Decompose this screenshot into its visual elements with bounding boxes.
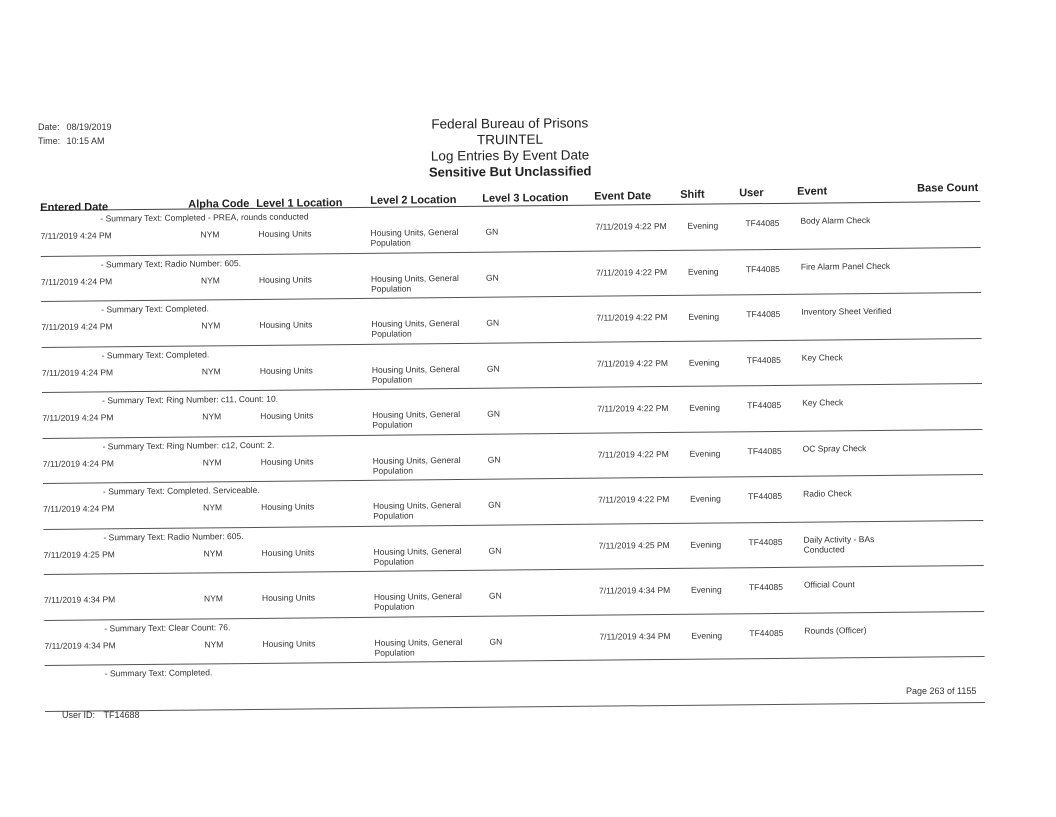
report-date bbox=[38, 122, 112, 132]
event-date-cell: 7/11/2019 4:22 PM bbox=[595, 266, 668, 278]
level1-cell: Housing Units bbox=[259, 319, 313, 330]
time-label: Time: bbox=[38, 136, 61, 146]
user-cell: TF44085 bbox=[748, 490, 783, 502]
system-title: TRUINTEL bbox=[476, 131, 543, 148]
level2-cell: Housing Units, General Population bbox=[372, 408, 461, 430]
level1-cell: Housing Units bbox=[261, 501, 315, 512]
user-cell: TF44085 bbox=[748, 536, 783, 547]
event-date-cell: 7/11/2019 4:25 PM bbox=[598, 539, 670, 551]
shift-cell: Evening bbox=[688, 356, 720, 368]
level3-cell: GN bbox=[487, 454, 501, 465]
level2-cell: Housing Units, General Population bbox=[373, 545, 462, 567]
event-date-cell: 7/11/2019 4:22 PM bbox=[598, 493, 670, 505]
event-date-cell: 7/11/2019 4:22 PM bbox=[596, 357, 669, 369]
event-cell: Inventory Sheet Verified bbox=[801, 305, 892, 317]
col-alpha-code: Alpha Code bbox=[188, 197, 250, 211]
entered-date-cell: 7/11/2019 4:24 PM bbox=[40, 275, 113, 287]
alpha-code-cell: NYM bbox=[202, 456, 222, 467]
summary-text: - Summary Text: Completed. bbox=[101, 348, 210, 360]
event-cell: Fire Alarm Panel Check bbox=[800, 260, 891, 272]
level3-cell: GN bbox=[487, 408, 501, 419]
summary-text: - Summary Text: Completed. Serviceable. bbox=[102, 484, 260, 497]
shift-cell: Evening bbox=[689, 402, 720, 413]
level1-cell: Housing Units bbox=[261, 592, 315, 603]
user-cell: TF44085 bbox=[748, 581, 784, 593]
alpha-code-cell: NYM bbox=[200, 229, 220, 240]
event-cell: OC Spray Check bbox=[802, 442, 867, 454]
entered-date-cell: 7/11/2019 4:24 PM bbox=[42, 457, 114, 469]
summary-text: - Summary Text: Ring Number: c12, Count: 2. bbox=[102, 439, 275, 451]
alpha-code-cell: NYM bbox=[203, 502, 223, 513]
col-entered-date: Entered Date bbox=[40, 201, 109, 214]
event-cell: Radio Check bbox=[802, 488, 852, 499]
level2-cell bbox=[375, 682, 485, 683]
user-cell: TF44085 bbox=[745, 217, 780, 229]
event-cell: Key Check bbox=[801, 351, 843, 363]
event-date-cell: 7/11/2019 4:22 PM bbox=[597, 448, 669, 460]
user-cell: TF44085 bbox=[746, 308, 781, 320]
level3-cell: GN bbox=[488, 590, 502, 601]
date-value: 08/19/2019 bbox=[66, 122, 112, 132]
event-date-cell: 7/11/2019 4:22 PM bbox=[595, 220, 667, 232]
time-value: 10:15 AM bbox=[66, 136, 105, 146]
entered-date-cell: 7/11/2019 4:24 PM bbox=[41, 366, 114, 378]
log-entry-row bbox=[45, 657, 985, 712]
alpha-code-cell: NYM bbox=[201, 365, 221, 376]
level1-cell: Housing Units bbox=[258, 228, 312, 239]
shift-cell: Evening bbox=[689, 447, 721, 459]
event-cell: Body Alarm Check bbox=[800, 215, 871, 226]
entered-date-cell: 7/11/2019 4:24 PM bbox=[41, 321, 113, 332]
summary-text: - Summary Text: Radio Number: 605. bbox=[103, 530, 244, 542]
entered-date-cell: 7/11/2019 4:24 PM bbox=[40, 230, 112, 241]
shift-cell: Evening bbox=[687, 220, 719, 231]
summary-text: - Summary Text: Completed. bbox=[104, 667, 213, 679]
log-entries-table bbox=[40, 171, 985, 711]
alpha-code-cell: NYM bbox=[204, 638, 224, 649]
event-date-cell: 7/11/2019 4:34 PM bbox=[599, 630, 671, 642]
summary-text: - Summary Text: Completed. bbox=[101, 303, 209, 315]
level2-cell: Housing Units, General Population bbox=[374, 636, 463, 658]
report-title: Log Entries By Event Date bbox=[430, 147, 590, 164]
shift-cell: Evening bbox=[690, 538, 722, 550]
col-level1: Level 1 Location bbox=[256, 197, 343, 210]
level1-cell: Housing Units bbox=[261, 546, 315, 558]
user-id-value: TF14688 bbox=[103, 710, 140, 720]
entered-date-cell: 7/11/2019 4:25 PM bbox=[43, 548, 115, 560]
report-time bbox=[38, 136, 105, 146]
summary-text: - Summary Text: Completed - PREA, rounds conducted bbox=[100, 211, 309, 224]
level2-cell: Housing Units, General Population bbox=[371, 317, 460, 339]
alpha-code-cell: NYM bbox=[201, 320, 221, 331]
col-user: User bbox=[739, 187, 764, 200]
shift-cell: Evening bbox=[688, 311, 720, 322]
col-event-date: Event Date bbox=[594, 190, 652, 203]
user-cell: TF44085 bbox=[746, 354, 781, 365]
level2-cell: Housing Units, General Population bbox=[373, 499, 462, 521]
entered-date-cell: 7/11/2019 4:34 PM bbox=[44, 639, 116, 651]
level1-cell: Housing Units bbox=[260, 410, 314, 421]
level1-cell: Housing Units bbox=[258, 273, 312, 285]
shift-cell: Evening bbox=[691, 629, 723, 641]
event-date-cell: 7/11/2019 4:22 PM bbox=[596, 311, 668, 323]
user-cell: TF44085 bbox=[747, 445, 782, 456]
entered-date-cell: 7/11/2019 4:34 PM bbox=[43, 594, 116, 605]
entered-date-cell: 7/11/2019 4:24 PM bbox=[42, 412, 114, 423]
alpha-code-cell: NYM bbox=[200, 274, 220, 285]
alpha-code-cell: NYM bbox=[203, 593, 223, 604]
col-base-count: Base Count bbox=[917, 181, 979, 195]
event-cell: Daily Activity - BAs Conducted bbox=[803, 533, 875, 555]
summary-text: - Summary Text: Ring Number: c11, Count: 10. bbox=[102, 393, 279, 406]
level2-cell: Housing Units, General Population bbox=[371, 363, 460, 385]
event-cell: Key Check bbox=[802, 397, 844, 408]
level1-cell: Housing Units bbox=[262, 637, 316, 649]
summary-text: - Summary Text: Radio Number: 605. bbox=[100, 257, 242, 269]
event-cell: Rounds (Officer) bbox=[804, 624, 867, 636]
level2-cell: Housing Units, General Population bbox=[373, 590, 462, 612]
event-cell bbox=[805, 670, 915, 671]
level3-cell: GN bbox=[486, 317, 500, 328]
page-number: Page 263 of 1155 bbox=[906, 686, 977, 696]
shift-cell: Evening bbox=[690, 584, 722, 595]
level3-cell: GN bbox=[485, 226, 499, 237]
agency-title: Federal Bureau of Prisons bbox=[431, 115, 589, 132]
event-date-cell: 7/11/2019 4:34 PM bbox=[598, 584, 671, 596]
level2-cell: Housing Units, General Population bbox=[370, 272, 459, 294]
level3-cell: GN bbox=[488, 499, 501, 510]
shift-cell: Evening bbox=[687, 265, 719, 277]
date-label: Date: bbox=[38, 122, 60, 132]
col-level2: Level 2 Location bbox=[370, 194, 457, 207]
level2-cell: Housing Units, General Population bbox=[372, 454, 461, 476]
report-title-block bbox=[380, 115, 640, 181]
event-date-cell: 7/11/2019 4:22 PM bbox=[597, 402, 669, 414]
level3-cell: GN bbox=[485, 272, 499, 283]
user-cell: TF44085 bbox=[747, 399, 782, 411]
level3-cell: GN bbox=[489, 636, 503, 647]
col-shift: Shift bbox=[680, 188, 705, 201]
alpha-code-cell: NYM bbox=[203, 547, 223, 558]
classification-label: Sensitive But Unclassified bbox=[428, 163, 592, 180]
user-id-label: User ID: bbox=[62, 710, 96, 720]
level3-cell: GN bbox=[488, 545, 502, 556]
alpha-code-cell: NYM bbox=[202, 411, 222, 422]
user-cell: TF44085 bbox=[745, 263, 780, 274]
entered-date-cell: 7/11/2019 4:24 PM bbox=[43, 503, 115, 514]
user-cell: TF44085 bbox=[749, 627, 784, 638]
level1-cell: Housing Units bbox=[260, 455, 314, 467]
event-cell: Official Count bbox=[803, 579, 855, 590]
shift-cell: Evening bbox=[690, 493, 721, 504]
level1-cell: Housing Units bbox=[259, 364, 313, 376]
footer-user-id bbox=[62, 710, 140, 720]
col-event: Event bbox=[797, 185, 828, 198]
col-level3: Level 3 Location bbox=[482, 191, 569, 205]
level2-cell: Housing Units, General Population bbox=[370, 226, 459, 248]
level3-cell: GN bbox=[486, 363, 500, 374]
table-body bbox=[40, 202, 985, 712]
summary-text: - Summary Text: Clear Count: 76. bbox=[104, 621, 231, 633]
